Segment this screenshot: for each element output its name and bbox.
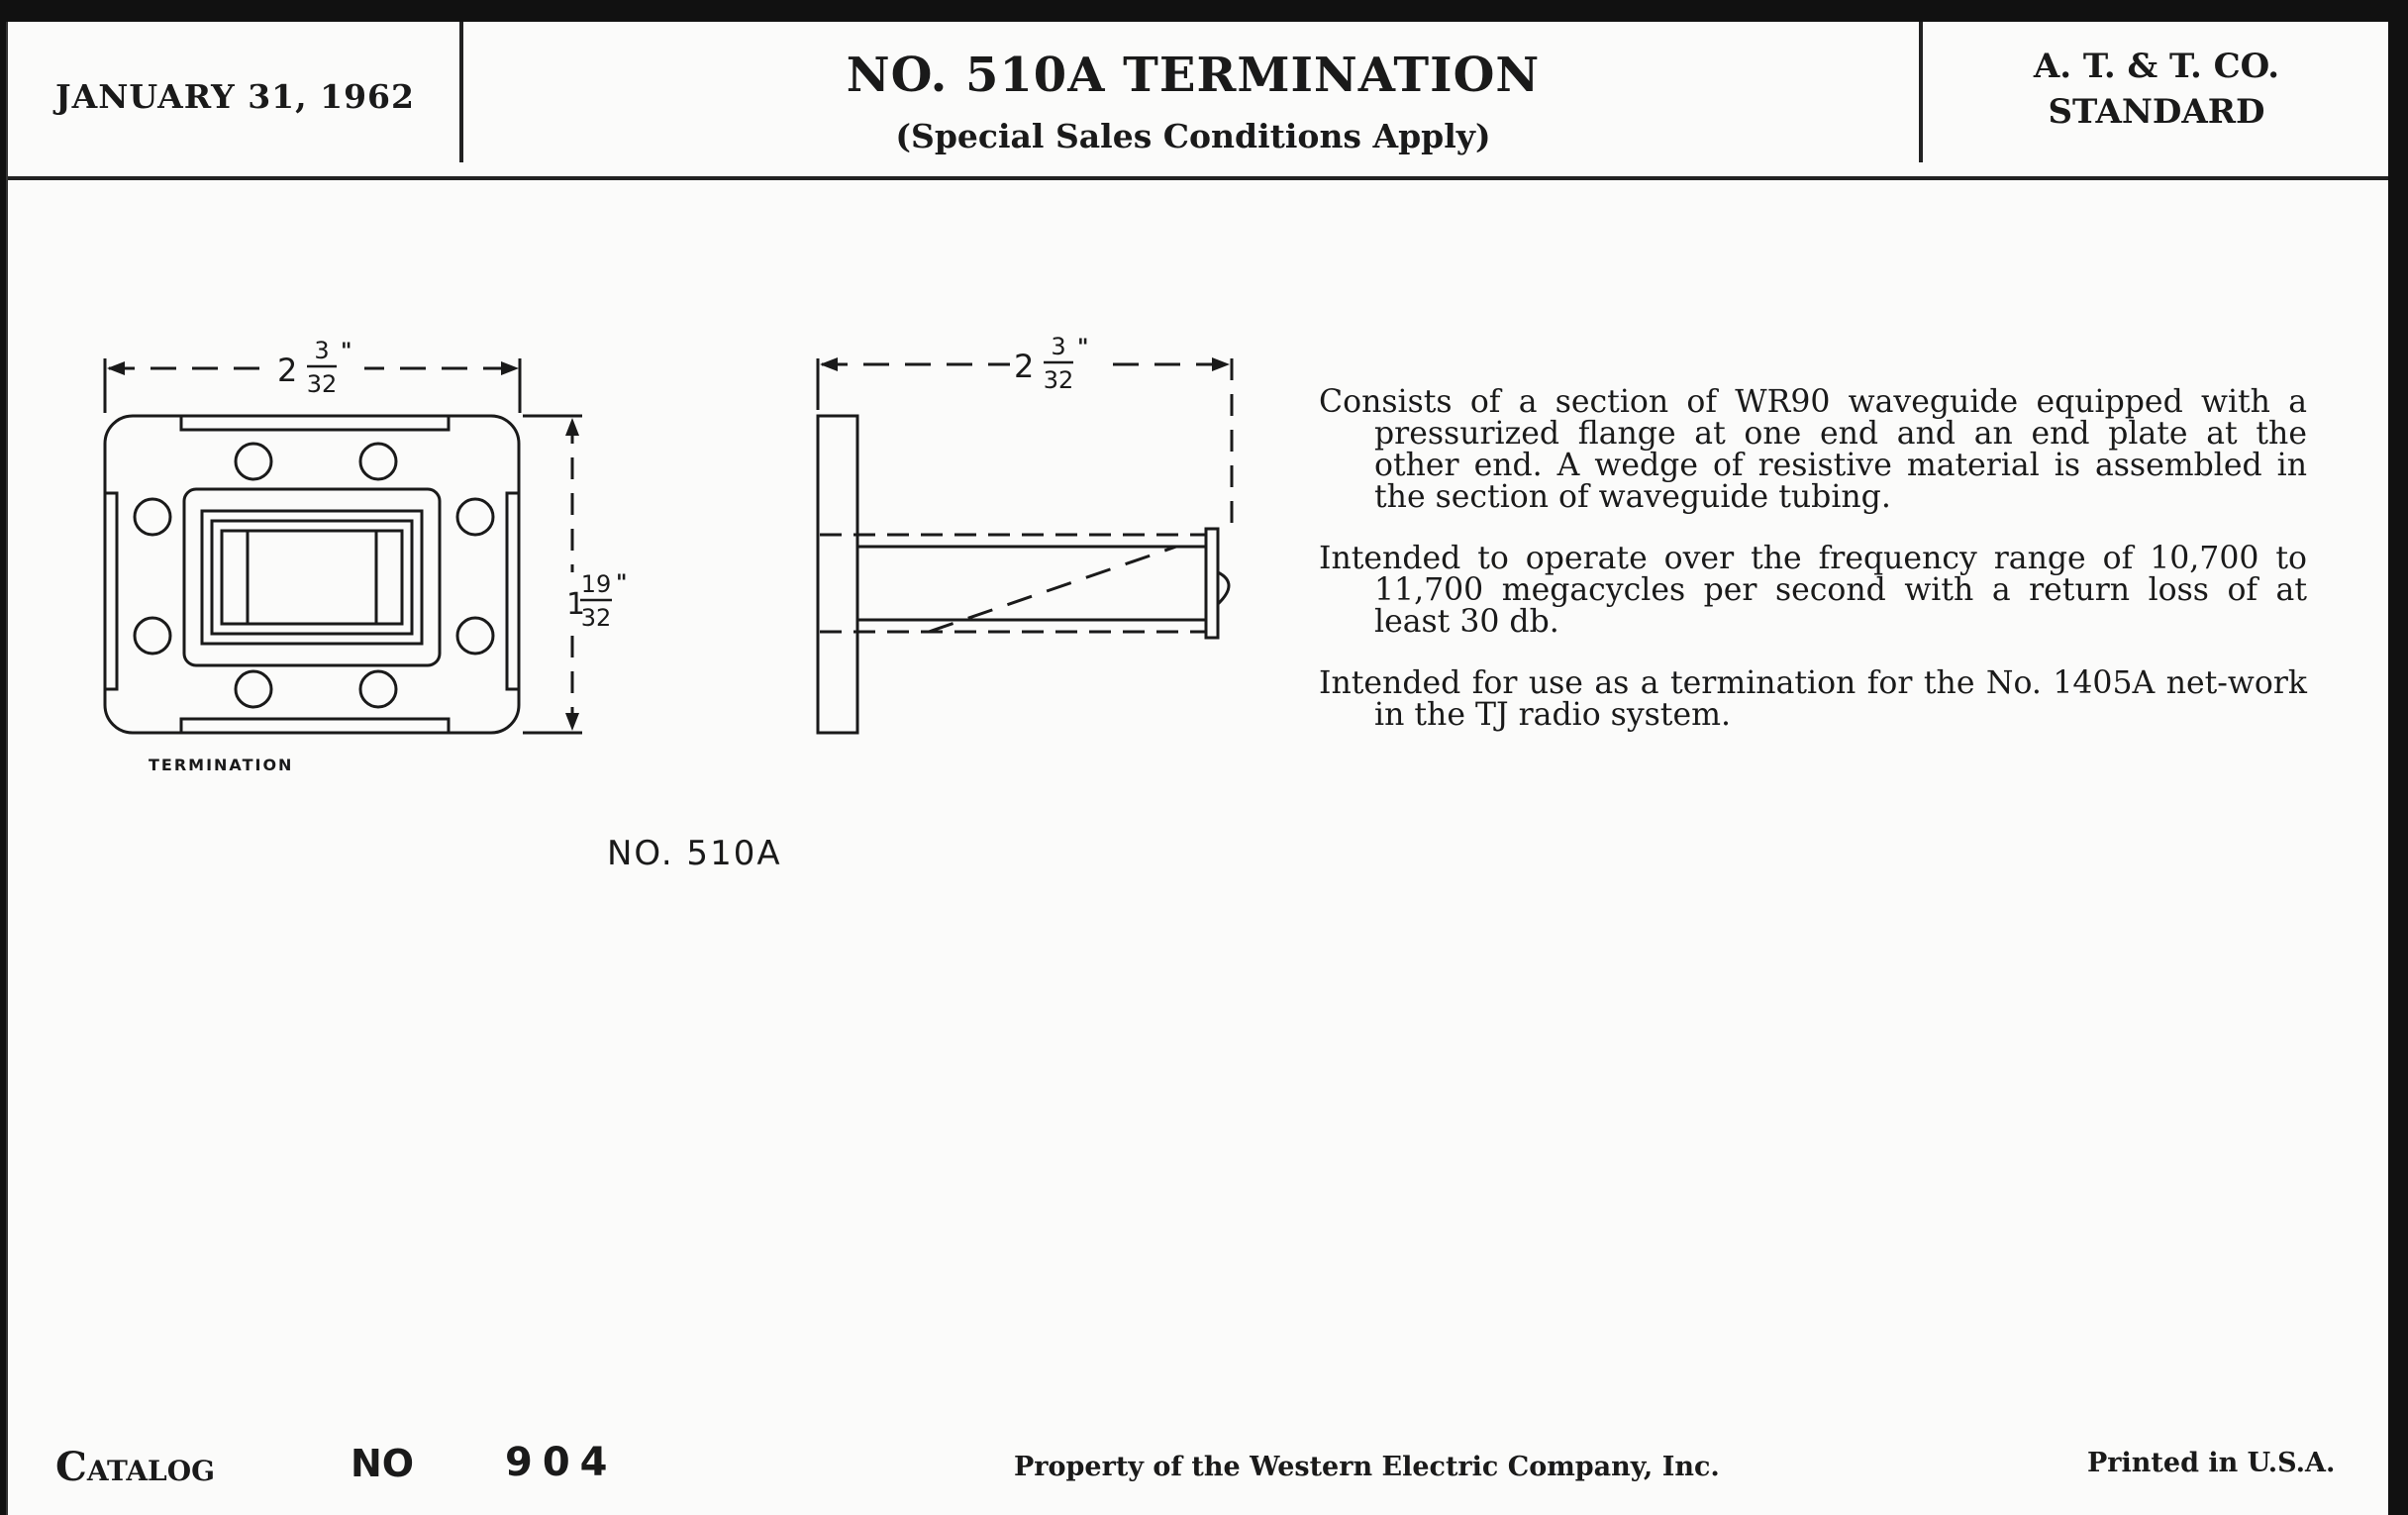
- document-subtitle: (Special Sales Conditions Apply): [895, 117, 1491, 155]
- front-width-whole: 2: [277, 352, 298, 389]
- standard-line-1: A. T. & T. CO.: [2033, 47, 2280, 86]
- description-paragraph-1: Consists of a section of WR90 waveguide equipped with a pressurized flange at one end and an end plate at the other end. A wedge of resistive material is assembled in the section of waveguide tubing.: [1319, 384, 2307, 515]
- front-width-denominator: 32: [306, 370, 338, 398]
- catalog-no-label: NO: [351, 1442, 415, 1485]
- side-length-whole: 2: [1014, 348, 1035, 385]
- front-view: [105, 358, 582, 733]
- side-length-inch: ": [1077, 336, 1089, 360]
- property-notice: Property of the Western Electric Company, Inc.: [1014, 1452, 1720, 1482]
- side-length-numerator: 3: [1051, 333, 1066, 360]
- printed-notice: Printed in U.S.A.: [2087, 1448, 2336, 1478]
- description: [1319, 386, 2307, 760]
- height-inch: ": [616, 571, 628, 596]
- technical-drawing: [8, 22, 2388, 1515]
- issue-date: JANUARY 31, 1962: [55, 77, 415, 116]
- front-width-inch: ": [341, 340, 352, 364]
- document-title: NO. 510A TERMINATION: [846, 48, 1541, 103]
- height-whole: 1: [566, 587, 586, 622]
- side-length-denominator: 32: [1043, 366, 1074, 394]
- front-view-caption: TERMINATION: [149, 756, 294, 774]
- height-denominator: 32: [580, 604, 612, 632]
- catalog-label: Catalog: [55, 1444, 216, 1490]
- catalog-number: 904: [505, 1440, 618, 1485]
- standard-line-2: STANDARD: [2048, 92, 2265, 132]
- catalog-card: [6, 22, 2388, 1515]
- description-paragraph-3: Intended for use as a termination for the No. 1405A net-work in the TJ radio system.: [1319, 665, 2307, 733]
- height-numerator: 19: [580, 570, 612, 598]
- description-paragraph-2: Intended to operate over the frequency range of 10,700 to 11,700 megacycles per second with a return loss of at least 30 db.: [1319, 541, 2307, 640]
- model-label: NO. 510A: [607, 834, 782, 873]
- front-width-numerator: 3: [314, 337, 330, 364]
- side-view: [818, 357, 1232, 733]
